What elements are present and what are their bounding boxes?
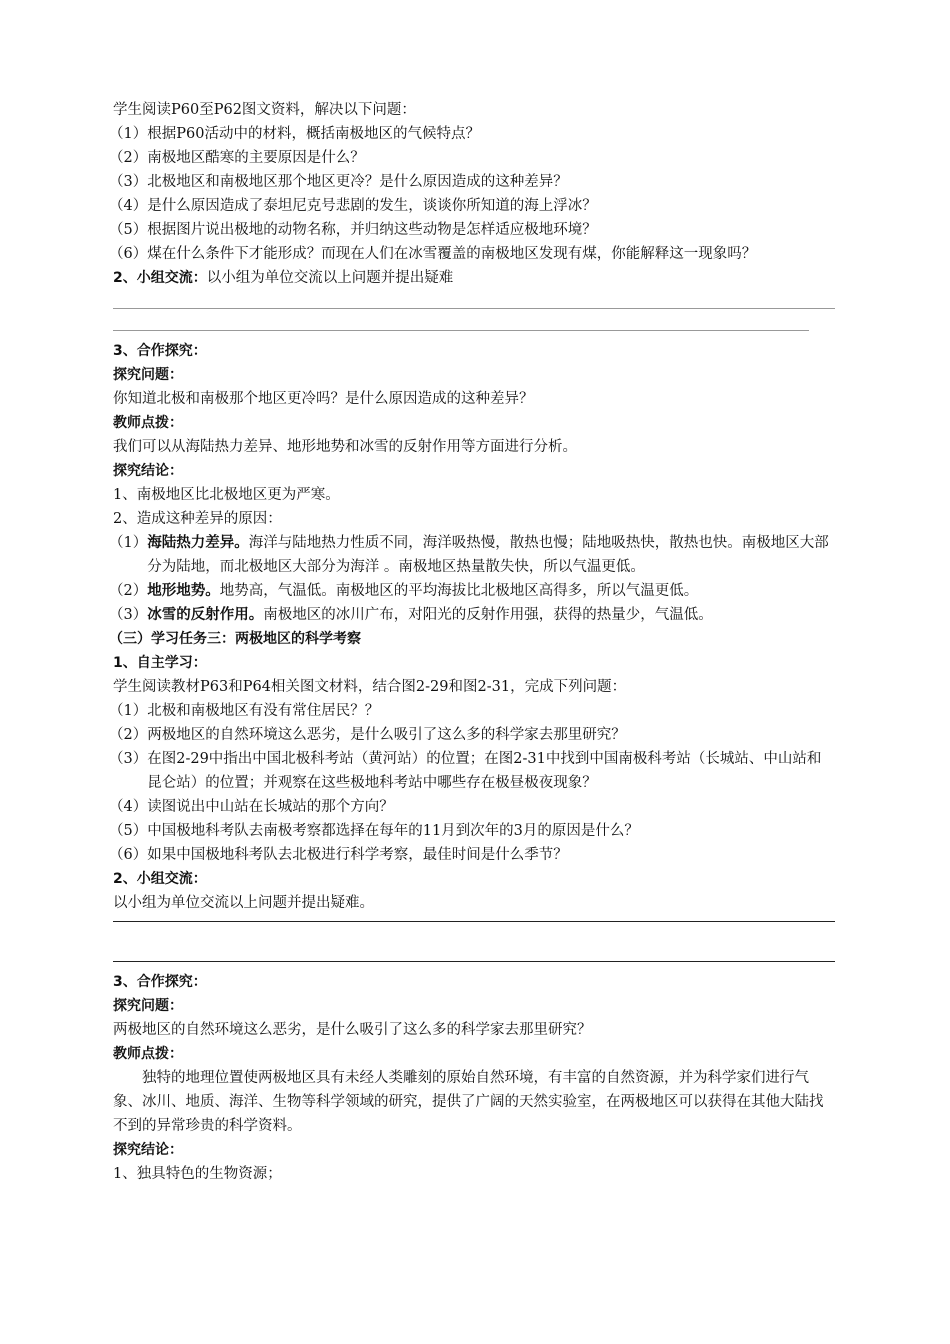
group-discussion-2: 以小组为单位交流以上问题并提出疑难。 bbox=[113, 895, 374, 911]
conclusion-label: 探究结论： bbox=[113, 463, 183, 479]
list-item: （1） 海陆热力差异。海洋与陆地热力性质不同，海洋吸热慢，散热也慢；陆地吸热快，散热也快。南极地区大部分为陆地，而北极地区大部分为海洋 。南极地区热量散失快，所以气温更低。 bbox=[109, 535, 829, 575]
teacher-tip: 独特的地理位置使两极地区具有未经人类雕刻的原始自然环境，有丰富的自然资源，并为科学家们进行气象、冰川、地质、海洋、生物等科学领域的研究，提供了广阔的天然实验室，在两极地区可以获得在其他大陆找不到的异常珍贵的科学资料。 bbox=[113, 1070, 824, 1134]
teacher-label: 教师点拨： bbox=[113, 1046, 183, 1062]
list-item: （3） 冰雪的反射作用。南极地区的冰川广布，对阳光的反射作用强，获得的热量少，气温低。 bbox=[109, 607, 713, 623]
conclusion-item: 2、造成这种差异的原因： bbox=[113, 511, 282, 527]
list-item: （3） 北极地区和南极地区那个地区更冷？是什么原因造成的这种差异？ bbox=[109, 174, 568, 190]
question-list-2 bbox=[109, 699, 835, 867]
list-item: （5） 中国极地科考队去南极考察都选择在每年的11月到次年的3月的原因是什么？ bbox=[109, 823, 639, 839]
group-discussion-1: 2、小组交流：以小组为单位交流以上问题并提出疑难 bbox=[113, 270, 454, 286]
list-item: （2） 两极地区的自然环境这么恶劣，是什么吸引了这么多的科学家去那里研究？ bbox=[109, 727, 626, 743]
conclusion-item: 1、独具特色的生物资源； bbox=[113, 1166, 282, 1182]
section-heading: 3、合作探究： bbox=[113, 343, 207, 359]
document-page bbox=[109, 98, 835, 1186]
list-item: （2） 地形地势。地势高，气温低。南极地区的平均海拔比北极地区高得多，所以气温更低。 bbox=[109, 583, 699, 599]
teacher-tip: 我们可以从海陆热力差异、地形地势和冰雪的反射作用等方面进行分析。 bbox=[113, 439, 577, 455]
section-heading: 1、自主学习： bbox=[113, 655, 207, 671]
list-item: （6） 煤在什么条件下才能形成？而现在人们在冰雪覆盖的南极地区发现有煤，你能解释这一现象吗？ bbox=[109, 246, 757, 262]
reason-list bbox=[109, 531, 835, 627]
list-item: （2） 南极地区酷寒的主要原因是什么？ bbox=[109, 150, 365, 166]
explore-label: 探究问题： bbox=[113, 998, 183, 1014]
explore-question: 两极地区的自然环境这么恶劣，是什么吸引了这么多的科学家去那里研究？ bbox=[113, 1022, 592, 1038]
list-item: （6） 如果中国极地科考队去北极进行科学考察，最佳时间是什么季节？ bbox=[109, 847, 568, 863]
section-heading: 2、小组交流： bbox=[113, 871, 207, 887]
list-item: （1） 根据P60活动中的材料，概括南极地区的气候特点？ bbox=[109, 126, 480, 142]
list-item: （1） 北极和南极地区有没有常住居民？？ bbox=[109, 703, 380, 719]
conclusion-label: 探究结论： bbox=[113, 1142, 183, 1158]
task-heading: （三）学习任务三：两极地区的科学考察 bbox=[109, 631, 361, 647]
explore-label: 探究问题： bbox=[113, 367, 183, 383]
section-heading: 3、合作探究： bbox=[113, 974, 207, 990]
list-item: （4） 是什么原因造成了泰坦尼克号悲剧的发生，谈谈你所知道的海上浮冰？ bbox=[109, 198, 597, 214]
list-item: （4） 读图说出中山站在长城站的那个方向？ bbox=[109, 799, 394, 815]
explore-question: 你知道北极和南极那个地区更冷吗？是什么原因造成的这种差异？ bbox=[113, 391, 534, 407]
reading-instruction: 学生阅读教材P63和P64相关图文材料，结合图2-29和图2-31，完成下列问题： bbox=[113, 679, 627, 695]
teacher-label: 教师点拨： bbox=[113, 415, 183, 431]
list-item: （3） 在图2-29中指出中国北极科考站（黄河站）的位置；在图2-31中找到中国南极科考站（长城站、中山站和昆仑站）的位置；并观察在这些极地科考站中哪些存在极昼极夜现象？ bbox=[109, 751, 822, 791]
list-item: （5） 根据图片说出极地的动物名称，并归纳这些动物是怎样适应极地环境？ bbox=[109, 222, 597, 238]
question-list-1 bbox=[109, 122, 835, 266]
conclusion-item: 1、南极地区比北极地区更为严寒。 bbox=[113, 487, 340, 503]
reading-instruction: 学生阅读P60至P62图文资料，解决以下问题： bbox=[113, 102, 416, 118]
